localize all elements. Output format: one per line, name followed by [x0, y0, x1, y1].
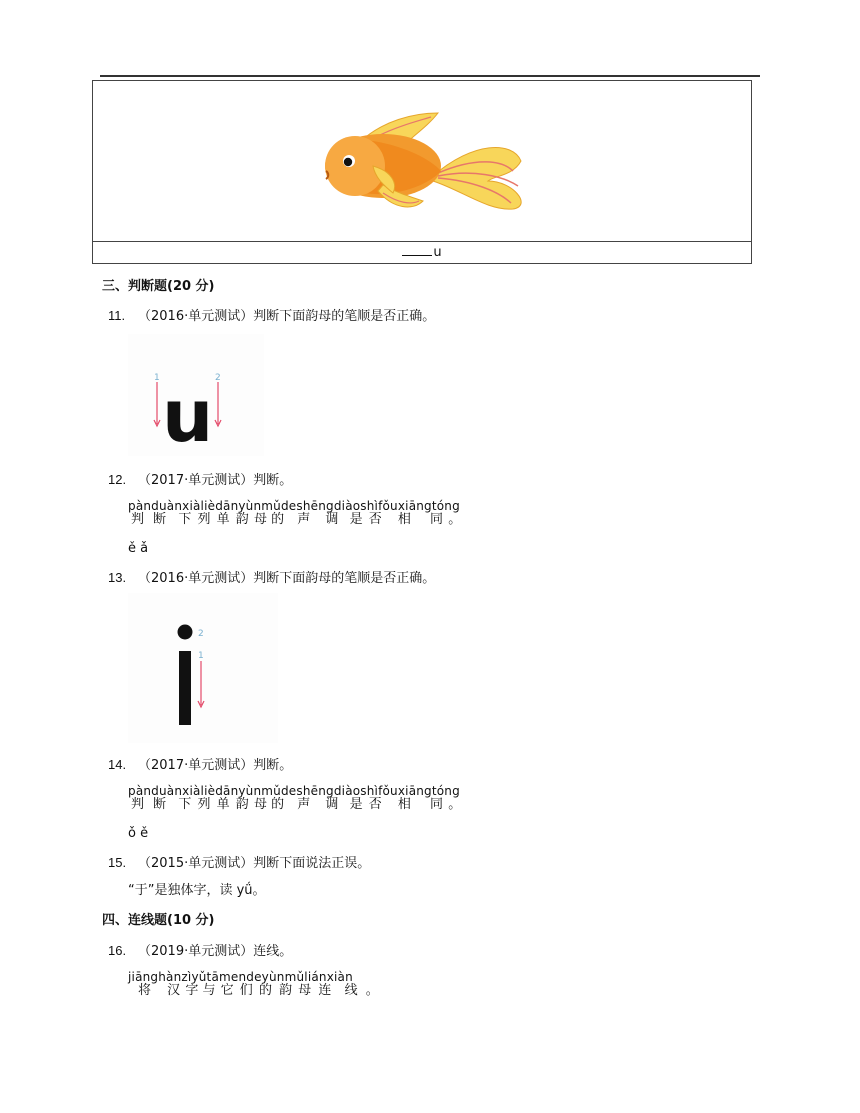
question-text: （2017·单元测试）判断。 — [138, 473, 293, 488]
hanzi: 与 — [202, 983, 216, 998]
question-11 — [108, 305, 435, 324]
hanzi: 汉 — [167, 983, 181, 998]
hanzi: 调 — [325, 512, 339, 527]
pinyin-sentence-12 — [128, 499, 461, 527]
hanzi: 下 — [178, 797, 192, 812]
goldfish-image — [93, 81, 751, 241]
hanzi: 线 — [344, 983, 358, 998]
question-text: （2016·单元测试）判断下面韵母的笔顺是否正确。 — [138, 571, 436, 586]
hanzi: 母 — [253, 512, 267, 527]
hanzi: 韵 — [235, 797, 249, 812]
hanzi: 的 — [271, 512, 285, 527]
hanzi: 母 — [253, 797, 267, 812]
hanzi: 判 — [131, 512, 145, 527]
hanzi: 声 — [297, 512, 311, 527]
pinyin-sentence-16 — [128, 970, 379, 998]
hanzi: 母 — [298, 983, 312, 998]
question-number: 14. — [108, 757, 127, 772]
hanzi: 列 — [197, 797, 211, 812]
section-4-title: 四、连线题(10 分) — [102, 913, 215, 928]
question-16 — [108, 940, 292, 959]
answer-blank[interactable] — [402, 243, 432, 256]
figure-caption — [93, 241, 751, 264]
pinyin-text: pànduànxiàlièdānyùnmǔdeshēngdiàoshìfǒuxiāngtóng — [128, 499, 460, 513]
statement-15: “于”是独体字，读 yǘ。 — [128, 883, 266, 898]
question-12 — [108, 469, 292, 488]
hanzi: 下 — [178, 512, 192, 527]
caption-suffix: u — [433, 245, 442, 260]
stroke-number-1: 1 — [154, 373, 160, 383]
hanzi: 同 — [430, 797, 444, 812]
hanzi: 们 — [239, 983, 253, 998]
hanzi: 单 — [216, 797, 230, 812]
hanzi: 连 — [318, 983, 332, 998]
stroke-order-i-image — [128, 593, 278, 747]
hanzi: 它 — [220, 983, 234, 998]
hanzi: 是 — [349, 797, 363, 812]
header-rule — [100, 75, 760, 77]
hanzi: 是 — [349, 512, 363, 527]
hanzi: 相 — [397, 797, 411, 812]
hanzi: 否 — [368, 512, 382, 527]
hanzi: 断 — [153, 512, 167, 527]
hanzi: 单 — [216, 512, 230, 527]
hanzi: 字 — [185, 983, 199, 998]
section-3-title: 三、判断题(20 分) — [102, 279, 215, 294]
stroke-number-2: 2 — [215, 373, 221, 383]
hanzi: 判 — [131, 797, 145, 812]
hanzi: 。 — [448, 512, 462, 527]
hanzi-text — [128, 513, 461, 527]
stroke-order-u-image — [128, 334, 264, 460]
question-number: 15. — [108, 855, 127, 870]
hanzi: 同 — [430, 512, 444, 527]
question-14 — [108, 754, 292, 773]
hanzi: 声 — [297, 797, 311, 812]
question-number: 16. — [108, 943, 127, 958]
pinyin-text: jiānghànzìyǔtāmendeyùnmǔliánxiàn — [128, 970, 353, 984]
question-text: （2015·单元测试）判断下面说法正误。 — [138, 856, 371, 871]
question-text: （2016·单元测试）判断下面韵母的笔顺是否正确。 — [138, 309, 436, 324]
pinyin-sentence-14 — [128, 784, 461, 812]
question-text: （2017·单元测试）判断。 — [138, 758, 293, 773]
hanzi: 韵 — [235, 512, 249, 527]
hanzi: 将 — [138, 983, 152, 998]
figure-table — [92, 80, 752, 264]
stroke-number-1: 1 — [198, 651, 204, 661]
hanzi: 列 — [197, 512, 211, 527]
hanzi: 的 — [258, 983, 272, 998]
hanzi: 断 — [153, 797, 167, 812]
question-13 — [108, 567, 435, 586]
hanzi: 相 — [397, 512, 411, 527]
letter-u: u — [162, 374, 214, 456]
question-number: 12. — [108, 472, 127, 487]
hanzi-text — [128, 984, 379, 998]
hanzi: 。 — [365, 983, 379, 998]
stroke-number-2: 2 — [198, 629, 204, 639]
question-text: （2019·单元测试）连线。 — [138, 944, 293, 959]
question-number: 11. — [108, 308, 126, 323]
hanzi: 否 — [368, 797, 382, 812]
hanzi: 。 — [448, 797, 462, 812]
hanzi-text — [128, 798, 461, 812]
hanzi: 调 — [325, 797, 339, 812]
options-12: ě ǎ — [128, 541, 149, 556]
hanzi: 的 — [271, 797, 285, 812]
hanzi: 韵 — [279, 983, 293, 998]
question-number: 13. — [108, 570, 127, 585]
options-14: ǒ ě — [128, 826, 149, 841]
pinyin-text: pànduànxiàlièdānyùnmǔdeshēngdiàoshìfǒuxiāngtóng — [128, 784, 460, 798]
question-15 — [108, 852, 370, 871]
